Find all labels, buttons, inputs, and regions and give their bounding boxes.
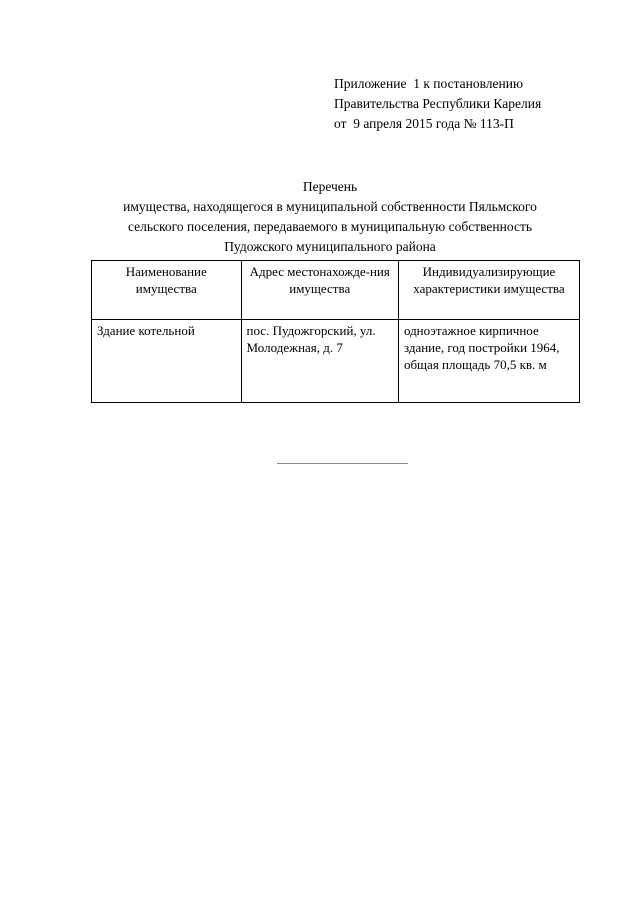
column-header-address: Адрес местонахожде-ния имущества [241, 261, 398, 320]
end-separator-line [277, 463, 408, 464]
document-heading [80, 177, 580, 257]
column-header-characteristics: Индивидуализирующие характеристики имущества [398, 261, 579, 320]
appendix-line-2: Правительства Республики Карелия [334, 96, 542, 111]
document-title: Перечень [302, 179, 358, 194]
property-table [91, 260, 580, 403]
appendix-line-3: от 9 апреля 2015 года № 113-П [334, 116, 514, 131]
appendix-note [334, 74, 541, 134]
cell-property-characteristics: одноэтажное кирпичное здание, год постройки 1964, общая площадь 70,5 кв. м [398, 320, 579, 403]
column-header-name: Наименование имущества [92, 261, 242, 320]
heading-line-1: имущества, находящегося в муниципальной собственности Пяльмского [123, 199, 537, 214]
heading-line-3: Пудожского муниципального района [224, 239, 436, 254]
appendix-line-1: Приложение 1 к постановлению [334, 76, 524, 91]
table-row [92, 320, 580, 403]
cell-property-address: пос. Пудожгорский, ул. Молодежная, д. 7 [241, 320, 398, 403]
table-header-row [92, 261, 580, 320]
heading-line-2: сельского поселения, передаваемого в муниципальную собственность [128, 219, 532, 234]
cell-property-name: Здание котельной [92, 320, 242, 403]
